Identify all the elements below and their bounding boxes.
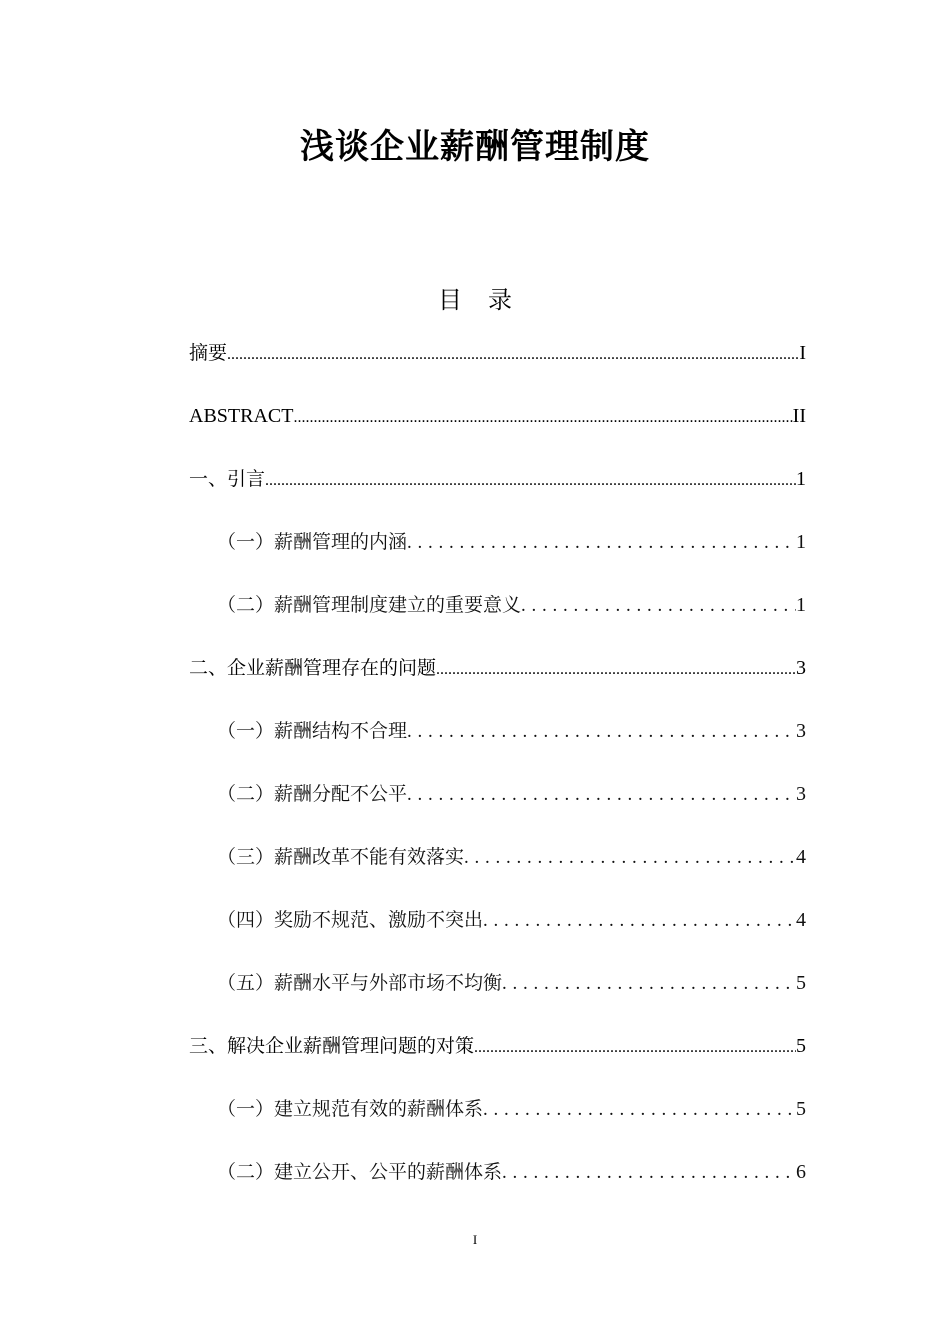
toc-entry-abstract-en[interactable] bbox=[189, 401, 806, 464]
toc-page-number: 5 bbox=[796, 1035, 806, 1057]
toc-heading-part-2: 录 bbox=[488, 286, 512, 314]
toc-heading-part-1: 目 bbox=[438, 286, 462, 314]
toc-entry-section-1-2[interactable] bbox=[189, 590, 806, 653]
toc-entry-section-3-1[interactable] bbox=[189, 1094, 806, 1157]
toc-page-number: I bbox=[799, 342, 806, 364]
toc-entry-section-1[interactable] bbox=[189, 464, 806, 527]
toc-page-number: 4 bbox=[796, 909, 806, 931]
toc-leader-dots bbox=[293, 401, 792, 433]
toc-leader-dots bbox=[436, 654, 796, 685]
toc-entry-section-3[interactable] bbox=[189, 1031, 806, 1094]
toc-leader-dots bbox=[474, 1032, 796, 1063]
toc-entry-label: （二）薪酬分配不公平 bbox=[217, 783, 408, 805]
toc-entry-label: 一、引言 bbox=[189, 468, 266, 490]
toc-leader-dots bbox=[464, 843, 796, 873]
toc-entry-label: （一）建立规范有效的薪酬体系 bbox=[217, 1098, 484, 1120]
toc-page-number: 3 bbox=[796, 657, 806, 679]
table-of-contents bbox=[189, 338, 806, 1220]
toc-leader-dots bbox=[265, 465, 796, 496]
toc-entry-label: ABSTRACT bbox=[189, 405, 294, 427]
toc-entry-label: （五）薪酬水平与外部市场不均衡 bbox=[217, 972, 503, 994]
footer-page-number: I bbox=[472, 1232, 478, 1247]
toc-leader-dots bbox=[521, 591, 796, 621]
toc-leader-dots bbox=[227, 339, 799, 370]
toc-entry-label: （二）薪酬管理制度建立的重要意义 bbox=[217, 594, 522, 616]
toc-leader-dots bbox=[407, 717, 796, 747]
toc-entry-label: 摘要 bbox=[189, 342, 228, 364]
toc-leader-dots bbox=[502, 969, 796, 999]
toc-page-number: 5 bbox=[796, 1098, 806, 1120]
toc-entry-label: （三）薪酬改革不能有效落实 bbox=[217, 846, 465, 868]
toc-leader-dots bbox=[407, 528, 796, 558]
toc-entry-label: 三、解决企业薪酬管理问题的对策 bbox=[189, 1035, 475, 1057]
toc-heading bbox=[0, 283, 950, 317]
toc-entry-section-2-3[interactable] bbox=[189, 842, 806, 905]
toc-entry-section-2-4[interactable] bbox=[189, 905, 806, 968]
toc-page-number: 3 bbox=[796, 783, 806, 805]
toc-entry-label: （四）奖励不规范、激励不突出 bbox=[217, 909, 484, 931]
toc-page-number: 1 bbox=[796, 531, 806, 553]
toc-leader-dots bbox=[407, 780, 796, 810]
toc-entry-section-2-2[interactable] bbox=[189, 779, 806, 842]
toc-entry-section-2-5[interactable] bbox=[189, 968, 806, 1031]
toc-page-number: 1 bbox=[796, 594, 806, 616]
toc-entry-section-2-1[interactable] bbox=[189, 716, 806, 779]
toc-leader-dots bbox=[483, 906, 796, 936]
toc-page-number: 4 bbox=[796, 846, 806, 868]
toc-leader-dots bbox=[502, 1158, 796, 1188]
toc-entry-label: 二、企业薪酬管理存在的问题 bbox=[189, 657, 437, 679]
toc-leader-dots bbox=[483, 1095, 796, 1125]
toc-page-number: 5 bbox=[796, 972, 806, 994]
toc-page-number: 6 bbox=[796, 1161, 806, 1183]
toc-page-number: 3 bbox=[796, 720, 806, 742]
toc-entry-label: （二）建立公开、公平的薪酬体系 bbox=[217, 1161, 503, 1183]
toc-entry-section-2[interactable] bbox=[189, 653, 806, 716]
toc-entry-abstract-cn[interactable] bbox=[189, 338, 806, 401]
toc-page-number: 1 bbox=[796, 468, 806, 490]
toc-entry-section-1-1[interactable] bbox=[189, 527, 806, 590]
toc-page-number: II bbox=[792, 405, 806, 427]
document-title: 浅谈企业薪酬管理制度 bbox=[300, 127, 650, 167]
toc-entry-label: （一）薪酬结构不合理 bbox=[217, 720, 408, 742]
toc-entry-section-3-2[interactable] bbox=[189, 1157, 806, 1220]
toc-entry-label: （一）薪酬管理的内涵 bbox=[217, 531, 408, 553]
